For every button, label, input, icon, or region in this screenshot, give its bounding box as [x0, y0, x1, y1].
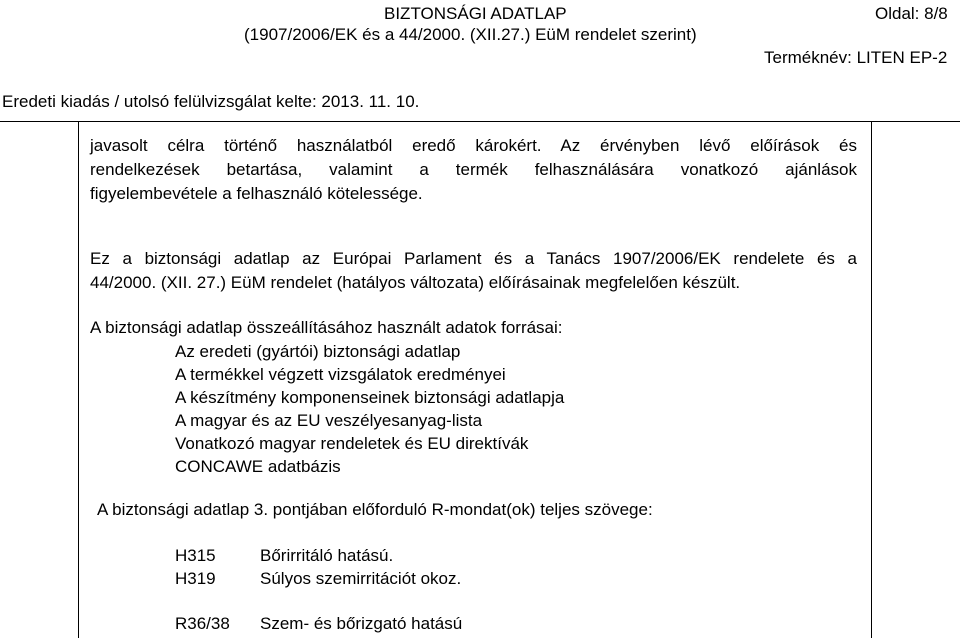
issue-date: Eredeti kiadás / utolsó felülvizsgálat kelte: 2013. 11. 10. — [2, 92, 420, 111]
left-border — [78, 122, 79, 638]
list-item: A készítmény komponenseinek biztonsági adatlapja — [175, 388, 565, 407]
header-divider — [0, 121, 960, 122]
phrase-text: Súlyos szemirritációt okoz. — [260, 569, 462, 588]
paragraph-line: Ez a biztonsági adatlap az Európai Parlament és a Tanács 1907/2006/EK rendelete és a — [90, 249, 857, 268]
paragraph-line: javasolt célra történő használatból eredő károkért. Az érvényben lévő előírások és — [90, 136, 857, 155]
list-item: A magyar és az EU veszélyesanyag-lista — [175, 411, 483, 430]
paragraph-line: figyelembevétele a felhasználó kötelessége. — [90, 184, 423, 203]
product-name: Terméknév: LITEN EP-2 — [764, 48, 948, 67]
sources-heading: A biztonsági adatlap összeállításához használt adatok forrásai: — [90, 318, 563, 337]
list-item: Az eredeti (gyártói) biztonsági adatlap — [175, 342, 461, 361]
paragraph-line: rendelkezések betartása, valamint a termék felhasználására vonatkozó ajánlások — [90, 160, 857, 179]
phrase-text: Bőrirritáló hatású. — [260, 546, 394, 565]
page-number: Oldal: 8/8 — [875, 4, 948, 23]
phrase-code: H315 — [175, 546, 216, 565]
document-title: BIZTONSÁGI ADATLAP — [384, 4, 567, 23]
phrase-text: Szem- és bőrizgató hatású — [260, 614, 463, 633]
list-item: Vonatkozó magyar rendeletek és EU direktívák — [175, 434, 529, 453]
phrase-code: H319 — [175, 569, 216, 588]
document-subtitle: (1907/2006/EK és a 44/2000. (XII.27.) EüM rendelet szerint) — [244, 25, 697, 44]
list-item: A termékkel végzett vizsgálatok eredményei — [175, 365, 506, 384]
paragraph-line: 44/2000. (XII. 27.) EüM rendelet (hatályos változata) előírásainak megfelelően készült. — [90, 273, 741, 292]
right-border — [871, 122, 872, 638]
phrase-code: R36/38 — [175, 614, 230, 633]
rphrases-heading: A biztonsági adatlap 3. pontjában előforduló R-mondat(ok) teljes szövege: — [97, 500, 653, 519]
list-item: CONCAWE adatbázis — [175, 457, 341, 476]
